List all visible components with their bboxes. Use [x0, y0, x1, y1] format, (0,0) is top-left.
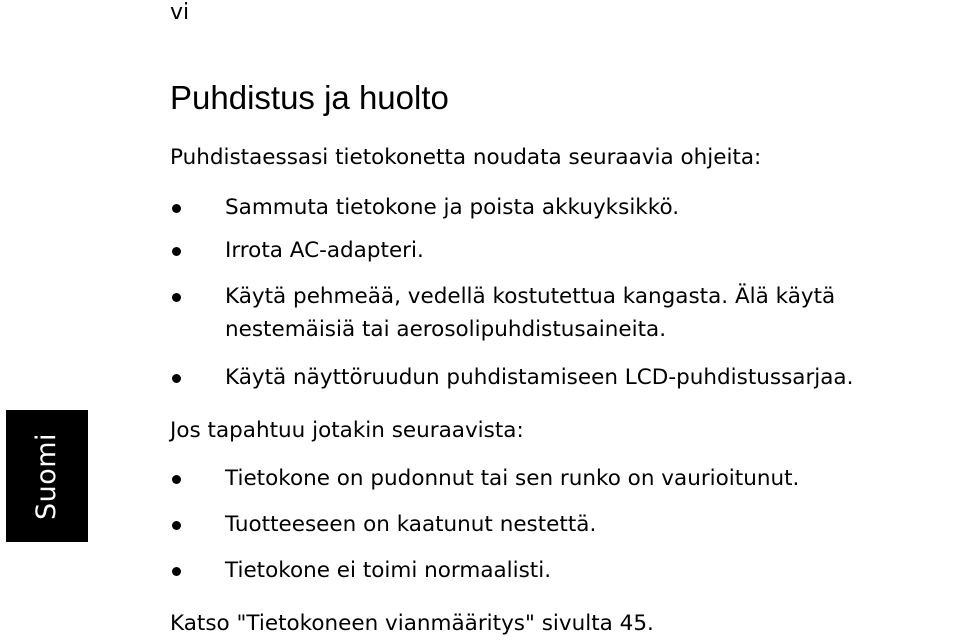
list-item: Sammuta tietokone ja poista akkuyksikkö. [225, 195, 680, 220]
section-intro-service: Jos tapahtuu jotakin seuraavista: [170, 418, 524, 443]
bullet-marker [172, 204, 181, 213]
language-side-tab-label: Suomi [31, 432, 63, 520]
bullet-marker [172, 293, 181, 302]
bullet-marker [172, 567, 181, 576]
language-side-tab [6, 410, 88, 542]
section-intro-cleaning: Puhdistaessasi tietokonetta noudata seuraavia ohjeita: [170, 145, 762, 170]
page-number: vi [170, 0, 190, 25]
list-item: Tietokone ei toimi normaalisti. [225, 558, 552, 583]
list-item: Käytä näyttöruudun puhdistamiseen LCD-puhdistussarjaa. [225, 365, 854, 390]
page-reference: Katso "Tietokoneen vianmääritys" sivulta 45. [170, 611, 654, 636]
list-item: Irrota AC-adapteri. [225, 238, 424, 263]
bullet-marker [172, 374, 181, 383]
bullet-marker [172, 475, 181, 484]
list-item-continuation: nestemäisiä tai aerosolipuhdistusaineita. [225, 317, 667, 342]
list-item: Tuotteeseen on kaatunut nestettä. [225, 512, 597, 537]
bullet-marker [172, 247, 181, 256]
list-item: Tietokone on pudonnut tai sen runko on vaurioitunut. [225, 466, 800, 491]
bullet-marker [172, 521, 181, 530]
list-item: Käytä pehmeää, vedellä kostutettua kangasta. Älä käytä [225, 284, 836, 309]
page-title: Puhdistus ja huolto [170, 79, 449, 116]
